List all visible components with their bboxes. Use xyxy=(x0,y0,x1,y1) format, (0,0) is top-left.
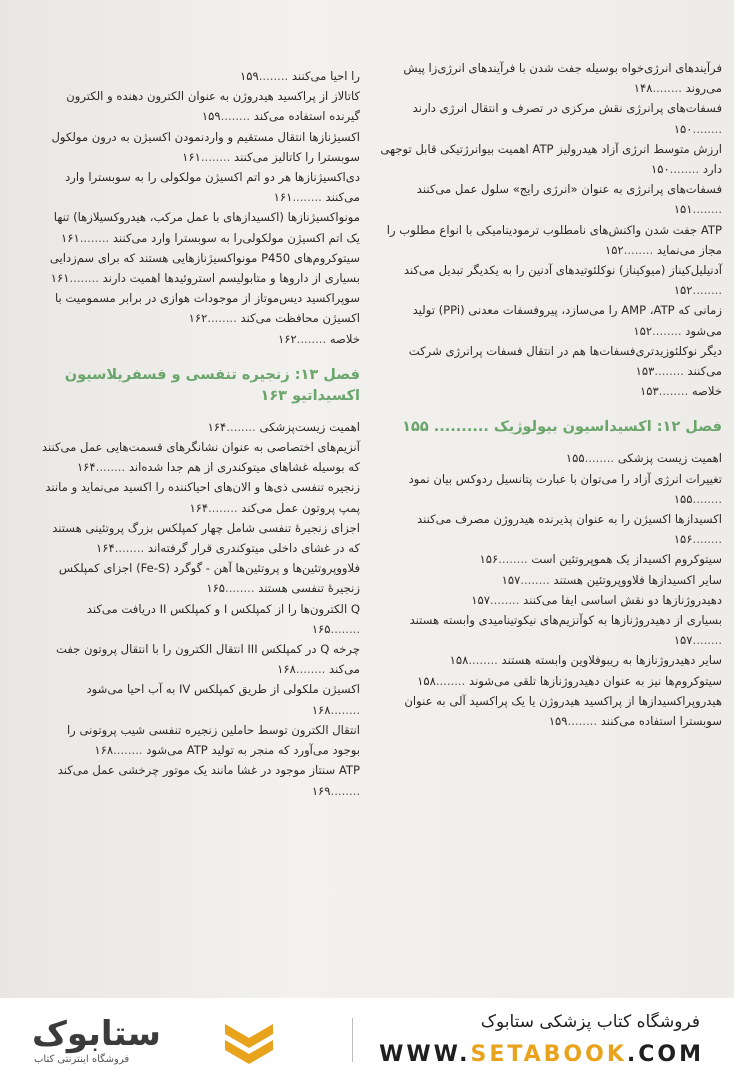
store-name: فروشگاه کتاب پزشکی ستابوک xyxy=(480,1012,700,1032)
toc-entry-page: ........ ۱۵۵ xyxy=(674,492,722,506)
toc-entry xyxy=(40,558,360,598)
toc-entry-page: ........ ۱۶۱ xyxy=(274,190,322,204)
toc-entry-page: ........ ۱۵۹ xyxy=(549,714,597,728)
toc-entry-title: سایر اکسیدازها فلاووپروتئین هستند xyxy=(553,572,722,587)
toc-entry-page: ........ ۱۵۲ xyxy=(633,324,681,338)
toc-right-column xyxy=(380,58,722,731)
toc-entry xyxy=(380,650,722,670)
toc-entry-title: Q الکترون‌ها را از کمپلکس I و کمپلکس II دریافت می‌کند xyxy=(86,601,360,616)
toc-entry-title: دهیدروژنازها دو نقش اساسی ایفا می‌کنند xyxy=(523,592,722,607)
chapter-13-heading xyxy=(40,365,360,409)
toc-entry xyxy=(40,248,360,288)
toc-entry-page: ........ ۱۶۲ xyxy=(278,332,326,346)
toc-entry-page: ........ ۱۵۵ xyxy=(566,451,614,465)
toc-entry-title: آدنیلیل‌کیناز (میوکیناز) نوکلئوتیدهای آدنین را به یکدیگر تبدیل می‌کند xyxy=(403,263,722,278)
toc-entry xyxy=(380,610,722,650)
toc-entry-title: اکسیژن ملکولی از طریق کمپلکس IV به آب احیا می‌شود xyxy=(86,682,360,697)
toc-entry-page: ........ ۱۵۱ xyxy=(674,202,722,216)
toc-entry-page: ........ ۱۵۰ xyxy=(674,122,722,136)
toc-entry-title: ارزش متوسط انرژی آزاد هیدرولیز ATP اهمیت بیوانرژتیکی قابل توجهی دارد xyxy=(380,141,722,177)
toc-entry xyxy=(40,599,360,639)
toc-entry-page: ........ ۱۵۲ xyxy=(605,243,653,257)
store-logo xyxy=(26,1012,296,1070)
toc-entry xyxy=(380,179,722,219)
toc-entry-title: را احیا می‌کنند xyxy=(291,69,360,83)
toc-entry-page: ........ ۱۶۴ xyxy=(96,541,144,555)
toc-right-top-list xyxy=(380,58,722,401)
toc-entry xyxy=(40,207,360,247)
toc-entry-page: ........ ۱۶۱ xyxy=(61,231,109,245)
toc-entry xyxy=(380,509,722,549)
toc-entry-title: سیتوکروم اکسیداز یک هموپروتئین است xyxy=(531,552,722,567)
url-prefix: WWW. xyxy=(379,1042,471,1067)
toc-entry xyxy=(40,760,360,800)
toc-entry xyxy=(40,518,360,558)
toc-entry xyxy=(380,448,722,468)
toc-left-bottom-list xyxy=(40,417,360,801)
toc-entry-page: ........ ۱۵۶ xyxy=(480,552,528,566)
toc-entry-title: اکسیدازها اکسیژن را به عنوان پذیرنده هیدروژن مصرف می‌کنند xyxy=(417,512,722,527)
toc-entry xyxy=(380,469,722,509)
chapter-12-page: ۱۵۵ xyxy=(402,419,429,436)
toc-entry-title: ATP جفت شدن واکنش‌های نامطلوب ترمودینامیکی با انواع مطلوب را مجاز می‌نماید xyxy=(386,222,722,257)
toc-entry-page: ........ ۱۵۷ xyxy=(502,573,550,587)
toc-entry xyxy=(40,639,360,679)
chapter-12-heading: فصل ۱۲: اکسیداسیون بیولوژیک .......... ۱۵۵ xyxy=(402,419,722,436)
toc-entry xyxy=(380,139,722,179)
toc-entry-page: ........ ۱۵۶ xyxy=(674,532,722,546)
toc-entry-title: سیتوکروم‌ها نیز به عنوان دهیدروژنازها تلقی می‌شوند xyxy=(468,673,722,688)
toc-entry xyxy=(380,341,722,381)
toc-entry-page: ........ ۱۶۸ xyxy=(312,703,360,717)
url-suffix: .COM xyxy=(626,1042,704,1067)
toc-entry-title: انتقال الکترون توسط حاملین زنجیره تنفسی شیب پروتونی را بوجود می‌آورد که منجر به تولید ATP می‌شود xyxy=(66,722,360,758)
chevron-logo-icon xyxy=(221,1018,277,1068)
toc-entry-page: ........ ۱۶۱ xyxy=(182,150,230,164)
toc-entry-page: ........ ۱۶۸ xyxy=(94,743,142,757)
toc-entry xyxy=(380,671,722,691)
toc-entry xyxy=(40,167,360,207)
toc-entry xyxy=(380,691,722,731)
toc-entry-title: سیتوکروم‌های P450 مونواکسیژنازهایی هستند که برای سم‌زدایی بسیاری از داروها و متابولیسم استروئیدها اهمیت دارند xyxy=(49,250,360,286)
footer-divider xyxy=(352,1018,353,1062)
toc-entry-title: مونواکسیژنازها (اکسیدازهای با عمل مرکب، هیدروکسیلازها) تنها یک اتم اکسیژن مولکولی‌را به سوبسترا وارد می‌کنند xyxy=(53,210,360,245)
toc-entry-title: کاتالاز از پراکسید هیدروژن به عنوان الکترون دهنده و الکترون گیرنده استفاده می‌کند xyxy=(66,89,360,124)
toc-entry xyxy=(40,329,360,349)
toc-entry-page: ........ ۱۶۸ xyxy=(277,662,325,676)
toc-entry-page: ........ ۱۵۷ xyxy=(674,633,722,647)
toc-entry xyxy=(40,679,360,719)
toc-entry-title: دیگر نوکلئوزیدتری‌فسفات‌ها هم در انتقال فسفات پرانرژی شرکت می‌کنند xyxy=(408,343,722,379)
toc-entry-page: ........ ۱۴۸ xyxy=(634,81,682,95)
url-highlight: SETABOOK xyxy=(470,1042,627,1067)
logo-wordmark: ستابوک xyxy=(32,1014,161,1054)
toc-entry-page: ........ ۱۵۷ xyxy=(471,593,519,607)
footer-banner xyxy=(0,998,734,1080)
toc-entry-page: ........ ۱۵۸ xyxy=(450,653,498,667)
toc-entry-title: بسیاری از دهیدروژنازها به کوآنزیم‌های نیکوتینامیدی وابسته هستند xyxy=(409,613,722,628)
toc-entry xyxy=(380,549,722,569)
toc-entry-page: ........ ۱۶۵ xyxy=(312,622,360,636)
toc-entry-title: خلاصه xyxy=(329,331,360,346)
toc-entry-title: تغییرات انرژی آزاد را می‌توان با عبارت پتانسیل ردوکس بیان نمود xyxy=(408,471,722,486)
toc-entry-title: فرآیندهای انرژی‌خواه بوسیله جفت شدن با فرآیندهای انرژی‌زا پیش می‌روند xyxy=(403,61,722,96)
toc-entry-page: ........ ۱۵۳ xyxy=(636,364,684,378)
toc-entry-title: چرخه Q در کمپلکس III انتقال الکترون را با انتقال پروتون جفت می‌کند xyxy=(55,642,360,677)
toc-left-column xyxy=(40,66,360,801)
toc-entry-page: ........ ۱۶۴ xyxy=(77,460,125,474)
toc-right-bottom-list xyxy=(380,448,722,731)
toc-entry-page: ........ ۱۵۸ xyxy=(417,674,465,688)
toc-entry xyxy=(380,260,722,300)
toc-entry-title: سوپراکسید دیس‌موتاز از موجودات هوازی در برابر مسمومیت با اکسیژن محافظت می‌کند xyxy=(54,291,360,326)
toc-entry-page: ........ ۱۶۴ xyxy=(208,420,256,434)
toc-entry xyxy=(40,437,360,477)
toc-entry xyxy=(40,417,360,437)
toc-entry-page: ........ ۱۶۹ xyxy=(312,784,360,798)
toc-entry-page: ........ ۱۶۲ xyxy=(189,311,237,325)
toc-entry-page: ........ ۱۵۰ xyxy=(651,162,699,176)
toc-entry xyxy=(380,381,722,401)
toc-left-top-list xyxy=(40,66,360,349)
toc-entry-page: ........ ۱۵۹ xyxy=(202,109,250,123)
chapter-13-page: ۱۶۳ xyxy=(260,387,288,404)
toc-entry-title: اکسیژنازها انتقال مستقیم و واردنمودن اکسیژن به درون مولکول سوبسترا را کاتالیز می‌کنند xyxy=(51,129,360,164)
toc-entry xyxy=(40,288,360,328)
toc-entry-title: ATP سنتاز موجود در غشا مانند یک موتور چرخشی عمل می‌کند xyxy=(57,763,360,778)
toc-entry-title: اجزای زنجیرۀ تنفسی شامل چهار کمپلکس بزرگ پروتئینی هستند که در غشای داخلی میتوکندری قرار گرفته‌اند xyxy=(52,520,360,556)
chapter-12-title: فصل ۱۲: اکسیداسیون بیولوژیک xyxy=(493,419,722,436)
toc-entry-title: هیدروپراکسیدازها از پراکسید هیدروژن یا یک پراکسید آلی به عنوان سوبسترا استفاده می‌کنند xyxy=(404,693,722,729)
toc-entry-page: ........ ۱۵۹ xyxy=(240,69,288,83)
toc-entry xyxy=(40,127,360,167)
logo-subtitle: فروشگاه اینترنتی کتاب xyxy=(34,1054,130,1065)
toc-entry-page: ........ ۱۵۲ xyxy=(674,283,722,297)
store-url[interactable] xyxy=(379,1042,704,1067)
toc-entry xyxy=(40,66,360,86)
toc-entry xyxy=(40,86,360,126)
toc-entry xyxy=(40,477,360,517)
toc-entry xyxy=(40,720,360,760)
toc-entry-title: آنزیم‌های اختصاصی به عنوان نشانگرهای قسمت‌هایی عمل می‌کنند که بوسیله غشاهای میتوکندری از هم جدا شده‌اند xyxy=(41,440,360,475)
toc-entry-title: فسفات‌های پرانرژی به عنوان «انرژی رایج» سلول عمل می‌کنند xyxy=(416,182,722,197)
toc-entry-page: ........ ۱۶۴ xyxy=(189,501,237,515)
toc-entry xyxy=(380,590,722,610)
toc-entry-title: فلاووپروتئین‌ها و پروتئین‌ها آهن - گوگرد (Fe-S) اجزای کمپلکس زنجیرۀ تنفسی هستند xyxy=(58,561,360,596)
toc-entry-title: اهمیت زیست‌پزشکی xyxy=(259,419,360,434)
toc-entry-title: سایر دهیدروژنازها به ریبوفلاوین وابسته هستند xyxy=(501,653,722,668)
chapter-13-title: فصل ۱۳: زنجیره تنفسی و فسفریلاسیون اکسیداتیو xyxy=(64,366,360,404)
toc-entry xyxy=(380,220,722,260)
toc-entry-title: فسفات‌های پرانرژی نقش مرکزی در تصرف و انتقال انرژی دارند xyxy=(412,101,722,116)
toc-entry-page: ........ ۱۶۵ xyxy=(206,581,254,595)
toc-entry-title: خلاصه xyxy=(691,384,722,399)
toc-entry-page: ........ ۱۶۱ xyxy=(51,271,99,285)
toc-entry xyxy=(380,58,722,98)
toc-entry-page: ........ ۱۵۳ xyxy=(640,384,688,398)
toc-entry xyxy=(380,570,722,590)
toc-entry-title: زمانی که AMP ،ATP را می‌سازد، پیروفسفات معدنی (PPi) تولید می‌شود xyxy=(412,303,722,338)
toc-entry-title: دی‌اکسیژنازها هر دو اتم اکسیژن مولکولی را به سوبسترا وارد می‌کنند xyxy=(65,170,360,205)
toc-entry xyxy=(380,98,722,138)
toc-entry-title: اهمیت زیست پزشکی xyxy=(617,451,722,466)
toc-entry-title: زنجیره تنفسی ذی‌ها و الان‌های احیاکننده را اکسید می‌نماید و مانند پمپ پروتون عمل می‌کند xyxy=(45,480,360,515)
toc-entry xyxy=(380,300,722,340)
